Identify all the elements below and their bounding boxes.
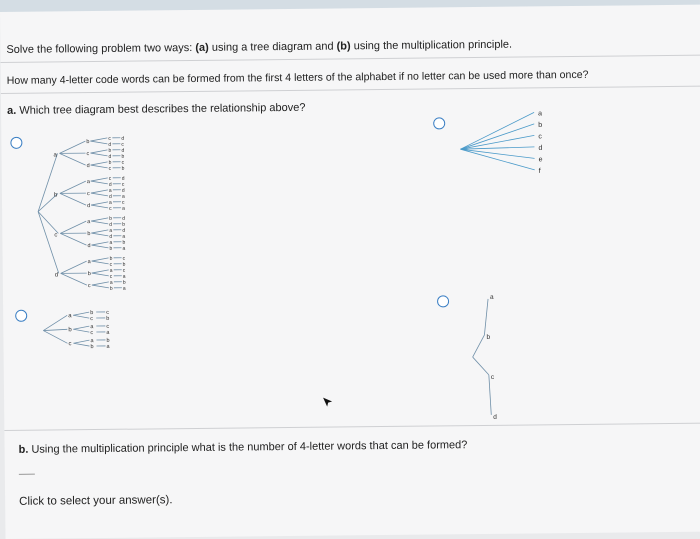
divider — [1, 86, 700, 94]
tree-branch — [91, 193, 108, 196]
tree-node-label: c — [121, 141, 124, 148]
tree-branch — [91, 153, 108, 156]
instructions-part-b: (b) — [336, 40, 351, 53]
tree-branch — [91, 245, 108, 248]
tree-node-label: b — [108, 159, 112, 166]
tree-node-label: d — [87, 243, 91, 250]
tree-node-label: b — [53, 192, 58, 199]
tree-diagram-option-b — [456, 104, 557, 180]
tree-node-label: a — [122, 285, 126, 292]
tree-node-label: c — [108, 175, 112, 182]
tree-node-label: a — [489, 293, 494, 301]
tree-node-label: b — [122, 239, 126, 246]
tree-node-label: d — [109, 233, 113, 240]
tree-node-label: b — [109, 245, 113, 252]
tree-branch — [91, 218, 108, 221]
tree-node-label: c — [122, 255, 126, 262]
tree-node-label: c — [68, 341, 72, 348]
tree-node-label: a — [90, 338, 94, 345]
part-b-prompt — [19, 439, 468, 456]
tree-branch — [92, 282, 109, 285]
tree-node-label: b — [121, 165, 125, 172]
answer-blank-line — [19, 474, 35, 475]
window-top-bar — [0, 0, 700, 12]
tree-node-label: c — [109, 261, 113, 268]
fan-branch — [460, 124, 534, 149]
tree-node-label: d — [108, 141, 112, 148]
tree-node-label: c — [121, 159, 125, 166]
tree-node-label: c — [121, 199, 125, 206]
part-a-text: Which tree diagram best describes the relationship above? — [16, 101, 306, 117]
tree-node-label: b — [109, 255, 113, 262]
tree-branch — [73, 312, 89, 315]
option-b-radio[interactable] — [433, 117, 445, 129]
tree-root-branch — [38, 211, 59, 273]
tree-node-label: a — [86, 179, 90, 186]
tree-node-label: a — [106, 329, 110, 336]
tree-node-label: b — [109, 215, 113, 222]
tree-node-label: a — [122, 273, 126, 280]
tree-node-label: b — [90, 344, 94, 351]
tree-node-label: b — [108, 147, 112, 154]
tree-branch — [92, 258, 109, 261]
tree-node-label: d — [121, 135, 125, 142]
tree-branch — [484, 299, 488, 335]
divider — [4, 423, 700, 431]
option-a-radio[interactable] — [10, 137, 22, 149]
tree-branch — [90, 150, 107, 153]
tree-node-label: d — [54, 272, 59, 279]
tree-branch — [91, 178, 108, 181]
tree-node-label: a — [87, 219, 91, 226]
tree-branch — [73, 315, 89, 318]
instructions-text-3: using the multiplication principle. — [350, 38, 513, 53]
tree-branch — [73, 340, 89, 343]
tree-node-label: b — [486, 333, 491, 341]
tree-node-label: a — [109, 227, 113, 234]
question-page — [0, 3, 700, 539]
tree-branch — [91, 165, 108, 168]
mouse-cursor-icon — [322, 397, 334, 409]
tree-branch — [91, 162, 108, 165]
tree-node-label: a — [108, 187, 112, 194]
tree-branch — [91, 233, 108, 236]
tree-node-label: d — [538, 144, 543, 152]
tree-branch — [61, 261, 87, 273]
tree-branch — [473, 357, 489, 375]
tree-node-label: b — [90, 310, 94, 317]
option-d-radio[interactable] — [437, 295, 449, 307]
tree-node-label: f — [538, 167, 541, 175]
tree-node-label: c — [109, 273, 113, 280]
tree-root-branch — [38, 211, 58, 233]
tree-node-label: d — [108, 153, 112, 160]
tree-node-label: a — [109, 279, 113, 286]
tree-root-branch — [43, 329, 67, 330]
tree-node-label: b — [87, 231, 91, 238]
fan-branch — [460, 112, 534, 149]
tree-root-branch — [43, 315, 67, 330]
tree-branch — [90, 138, 107, 141]
tree-node-label: a — [108, 199, 112, 206]
tree-node-label: c — [108, 165, 112, 172]
tree-branch — [91, 242, 108, 245]
tree-node-label: b — [106, 315, 110, 322]
instructions-text: Solve the following problem two ways: — [6, 41, 196, 56]
tree-node-label: e — [538, 156, 543, 164]
tree-node-label: c — [90, 316, 94, 323]
tree-node-label: d — [121, 175, 125, 182]
fan-branch — [460, 148, 534, 159]
tree-node-label: c — [87, 283, 91, 290]
tree-node-label: d — [87, 203, 91, 210]
tree-node-label: a — [90, 324, 94, 331]
part-a-label: a. — [6, 104, 17, 117]
tree-node-label: c — [90, 330, 94, 337]
tree-node-label: a — [109, 239, 113, 246]
tree-node-label: c — [106, 323, 110, 330]
select-answer-button[interactable]: Click to select your answer(s). — [19, 494, 173, 508]
tree-branch — [60, 233, 86, 245]
question-text: How many 4-letter code words can be formed from the first 4 letters of the alphabet if no letter can be used more than once? — [6, 68, 589, 87]
tree-node-label: d — [122, 215, 126, 222]
tree-node-label: a — [122, 245, 126, 252]
tree-node-label: b — [122, 279, 126, 286]
tree-branch — [90, 141, 107, 144]
tree-node-label: b — [86, 139, 90, 146]
tree-branch — [59, 141, 85, 153]
tree-node-label: d — [109, 221, 113, 228]
tree-branch — [73, 326, 89, 329]
tree-node-label: d — [108, 193, 112, 200]
tree-node-label: d — [122, 227, 126, 234]
tree-branch — [472, 335, 484, 357]
tree-node-label: a — [68, 313, 72, 320]
tree-node-label: d — [493, 413, 497, 421]
tree-node-label: a — [122, 233, 126, 240]
instructions-text-2: using a tree diagram and — [208, 40, 337, 54]
tree-branch — [60, 153, 86, 165]
tree-branch — [92, 273, 109, 276]
part-b-label: b. — [18, 443, 29, 456]
tree-diagram-option-d — [458, 283, 519, 424]
tree-node-label: a — [106, 343, 110, 350]
tree-node-label: c — [108, 135, 111, 142]
tree-branch — [91, 190, 108, 193]
fan-branch — [460, 148, 534, 170]
tree-branch — [91, 202, 108, 205]
tree-diagram-option-c — [41, 305, 122, 356]
tree-node-label: c — [490, 373, 495, 381]
tree-node-label: a — [53, 152, 57, 159]
tree-node-label: d — [121, 187, 125, 194]
tree-node-label: b — [122, 261, 126, 268]
tree-node-label: c — [121, 181, 125, 188]
tree-branch — [91, 181, 108, 184]
tree-node-label: d — [108, 181, 112, 188]
tree-branch — [60, 181, 86, 193]
tree-node-label: b — [122, 221, 126, 228]
tree-node-label: b — [121, 153, 125, 160]
part-b-text: Using the multiplication principle what is the number of 4-letter words that can be formed? — [28, 439, 468, 456]
tree-node-label: b — [106, 337, 110, 344]
instructions-part-a: (a) — [195, 41, 209, 54]
tree-node-label: a — [109, 267, 113, 274]
tree-branch — [91, 230, 108, 233]
tree-branch — [92, 261, 109, 264]
tree-branch — [73, 329, 89, 332]
tree-root-branch — [43, 330, 67, 343]
tree-branch — [73, 343, 89, 346]
tree-node-label: a — [122, 205, 125, 212]
tree-node-label: b — [109, 285, 113, 292]
divider — [1, 55, 700, 63]
instructions-line — [6, 39, 512, 56]
tree-branch — [92, 270, 109, 273]
tree-node-label: a — [538, 110, 543, 118]
tree-branch — [61, 273, 87, 285]
tree-node-label: d — [86, 163, 90, 170]
tree-node-label: b — [87, 271, 91, 278]
tree-node-label: c — [86, 151, 90, 158]
tree-node-label: a — [121, 193, 125, 200]
tree-node-label: b — [68, 327, 72, 334]
tree-branch — [60, 193, 86, 205]
tree-branch — [91, 221, 108, 224]
option-c-radio[interactable] — [15, 310, 27, 322]
tree-node-label: c — [106, 309, 109, 316]
part-a-prompt — [7, 102, 306, 117]
tree-node-label: c — [54, 232, 58, 239]
tree-branch — [91, 205, 108, 208]
tree-node-label: b — [538, 121, 543, 129]
tree-branch — [60, 221, 86, 233]
tree-branch — [92, 285, 109, 288]
tree-node-label: c — [86, 191, 90, 198]
tree-node-label: c — [122, 267, 126, 274]
tree-node-label: c — [109, 205, 112, 212]
tree-node-label: c — [538, 133, 542, 141]
tree-diagram-option-a — [33, 121, 145, 300]
tree-node-label: a — [87, 259, 91, 266]
tree-node-label: d — [121, 147, 125, 154]
